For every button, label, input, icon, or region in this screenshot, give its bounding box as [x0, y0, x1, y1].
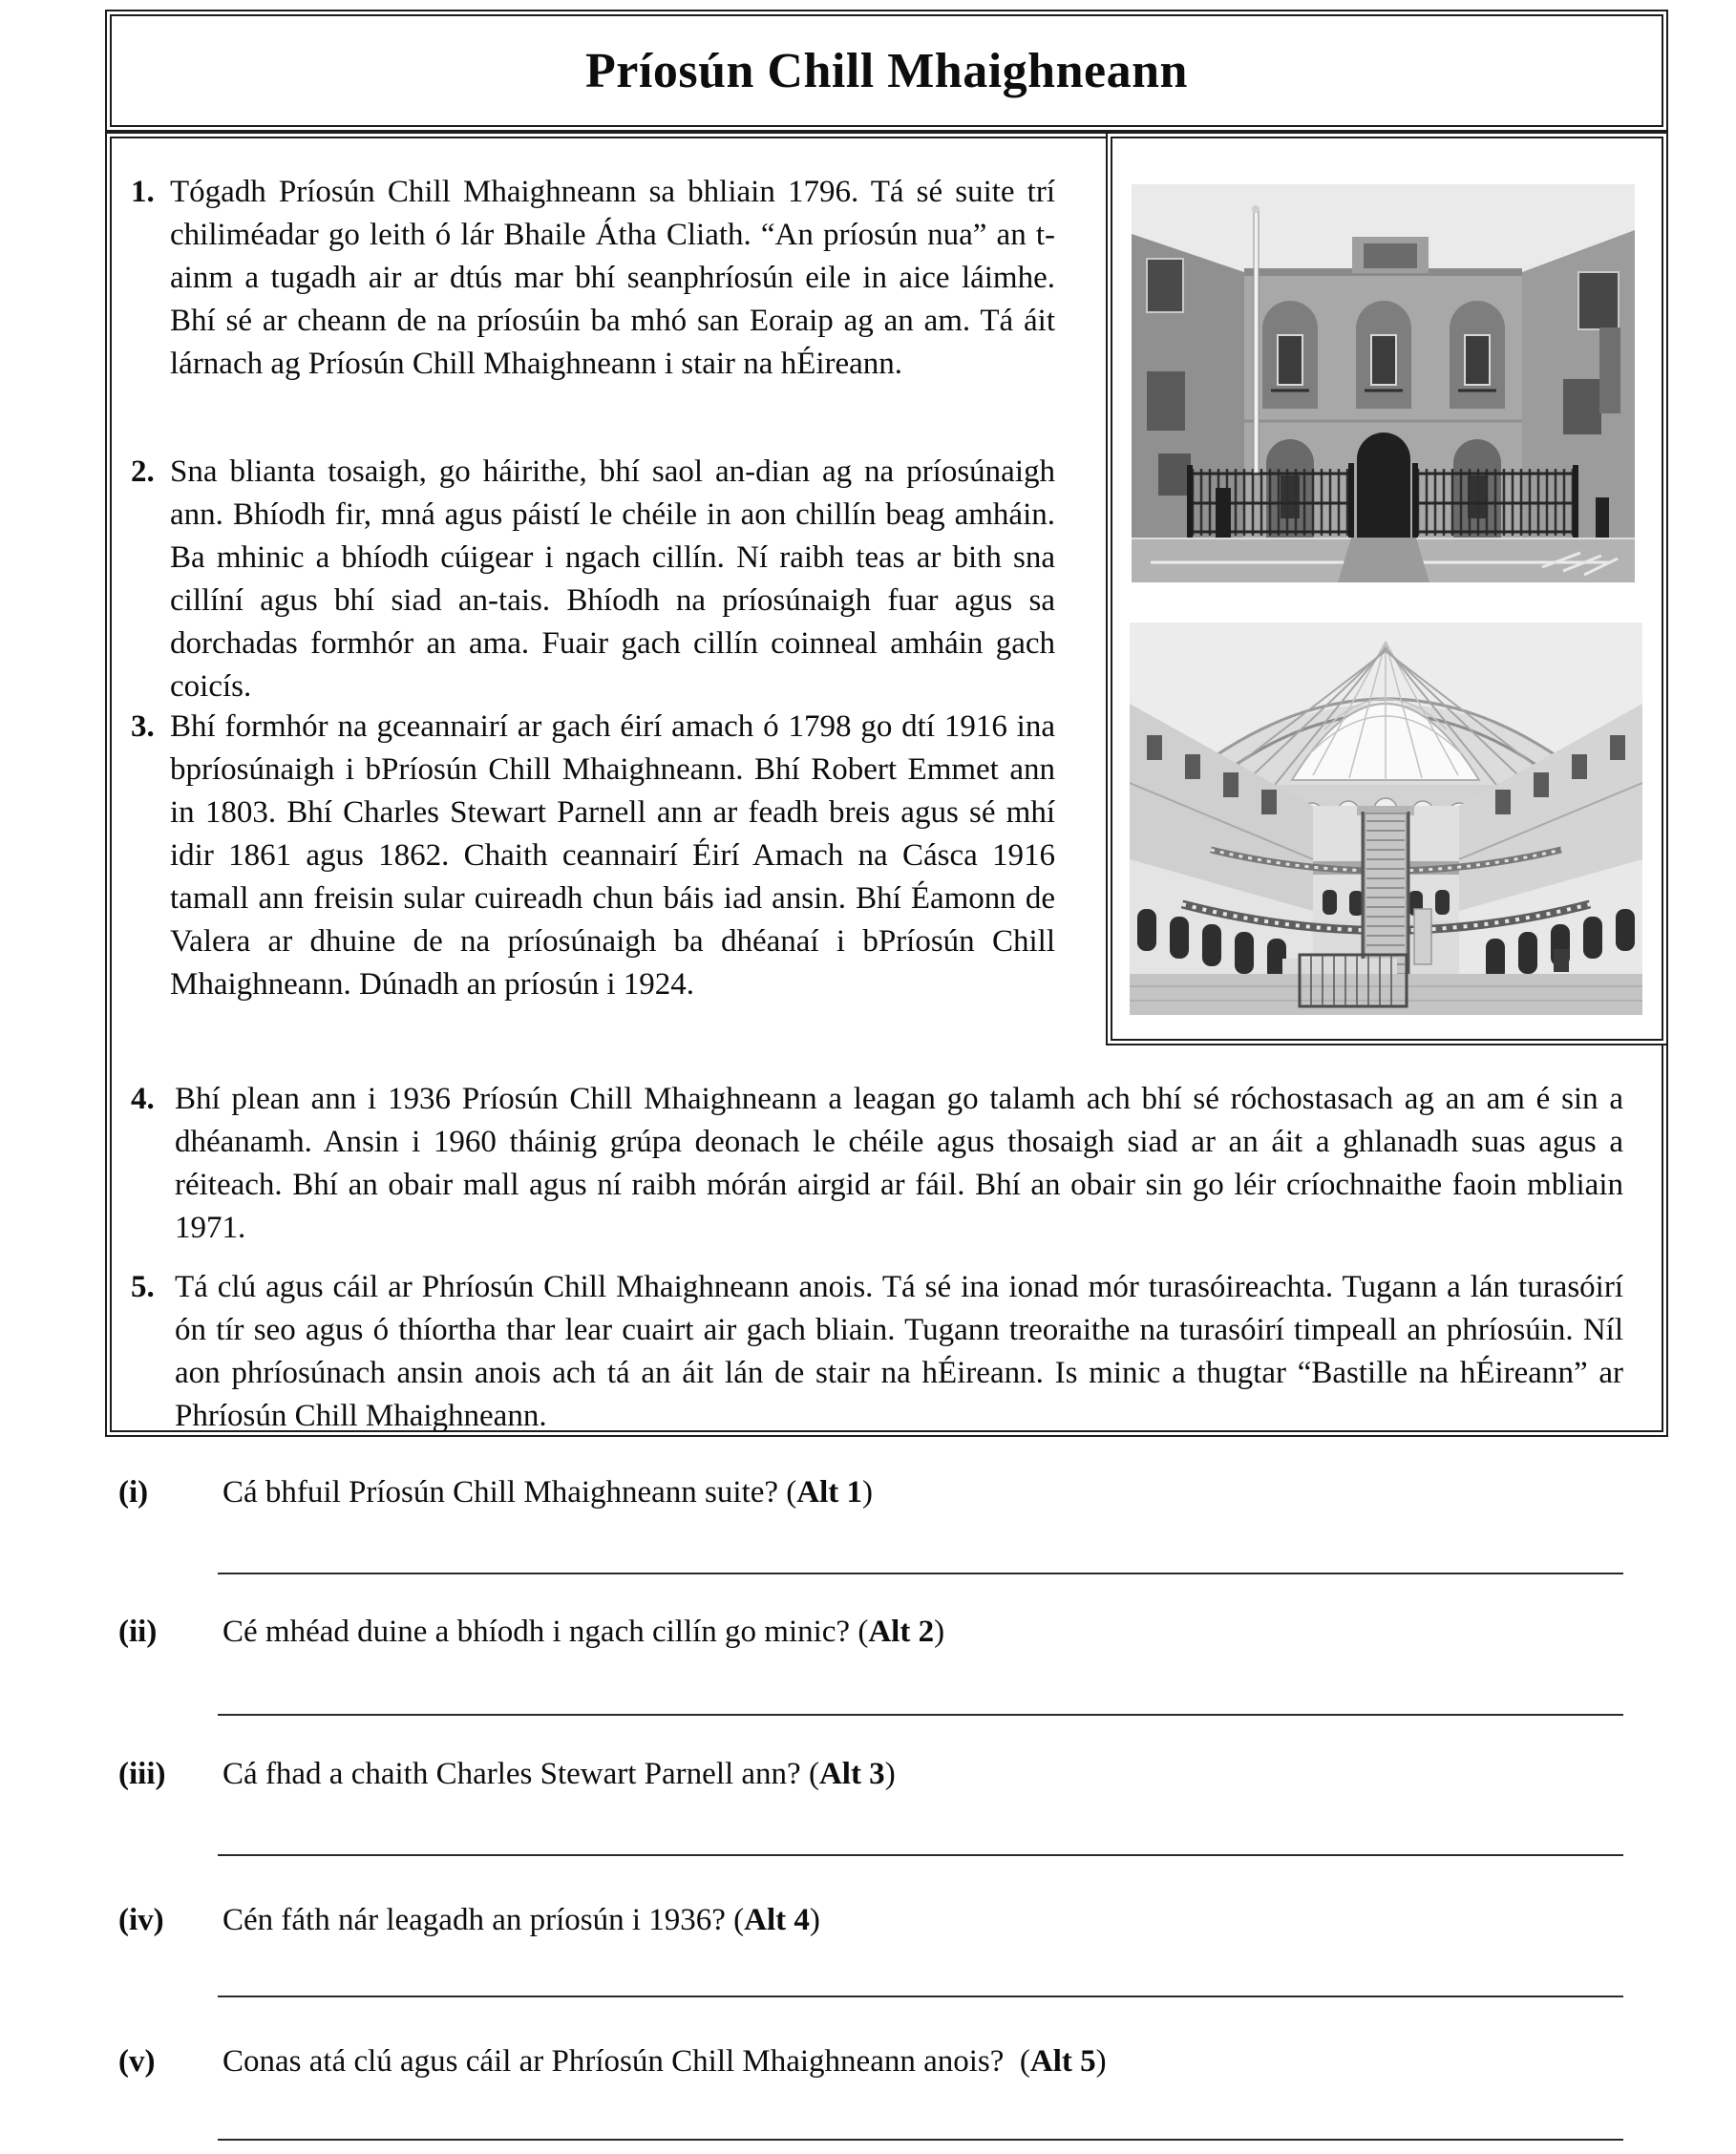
- passage-paragraph-5: [131, 1266, 1623, 1438]
- question-alt-ref: Alt 1: [796, 1475, 863, 1510]
- page-title: Príosún Chill Mhaighneann: [585, 43, 1188, 98]
- paragraph-number: 1.: [131, 175, 155, 209]
- question-alt-ref: Alt 2: [868, 1615, 935, 1649]
- question-label: (iii): [118, 1757, 166, 1791]
- question-v: [118, 2040, 1646, 2083]
- question-alt-ref: Alt 5: [1029, 2044, 1096, 2079]
- answer-line-iv: [218, 1996, 1623, 1997]
- question-label: (v): [118, 2044, 156, 2079]
- title-box: [105, 10, 1668, 132]
- question-text-post: ): [1095, 2044, 1107, 2079]
- question-ii: [118, 1611, 1646, 1654]
- question-text-post: ): [934, 1615, 945, 1649]
- question-i: [118, 1471, 1646, 1514]
- passage-paragraph-1: [131, 171, 1055, 386]
- paragraph-number: 5.: [131, 1270, 155, 1304]
- question-text-post: ): [884, 1757, 896, 1791]
- photos-box: [1106, 132, 1668, 1045]
- question-text: [222, 1753, 1646, 1796]
- question-alt-ref: Alt 4: [744, 1903, 810, 1937]
- question-label: (iv): [118, 1903, 164, 1937]
- paragraph-text: Bhí formhór na gceannairí ar gach éirí amach ó 1798 go dtí 1916 ina bpríosúnaigh i bPríosún Chill Mhaighneann. Bhí Robert Emmet ann in 1803. Bhí Charles Stewart Parnell ann ar feadh breis agus sé mhí idir 1861 agus 1862. Chaith ceannairí Éirí Amach na Cásca 1916 tamall ann freisin sular cuireadh chun báis iad ansin. Bhí Éamonn de Valera ar dhuine de na príosúnaigh ba dhéanaí i bPríosún Chill Mhaighneann. Dúnadh an príosún i 1924.: [170, 709, 1055, 1002]
- question-label: (ii): [118, 1615, 158, 1649]
- question-text-pre: Cé mhéad duine a bhíodh i ngach cillín go minic? (: [222, 1615, 869, 1649]
- paragraph-text: Tá clú agus cáil ar Phríosún Chill Mhaighneann anois. Tá sé ina ionad mór turasóireachta. Tugann a lán turasóirí ón tír seo agus ó thíortha thar lear cuairt air gach bliain. Tugann treoraithe na turasóirí timpeall an phríosúin. Níl aon phríosúnach ansin anois ach tá an áit lán de stair na hÉireann. Is minic a thugtar “Bastille na hÉireann” ar Phríosún Chill Mhaighneann.: [175, 1270, 1623, 1433]
- passage-paragraph-2: [131, 451, 1055, 708]
- question-text-pre: Cén fáth nár leagadh an príosún i 1936? (: [222, 1903, 745, 1937]
- question-text: [222, 1899, 1646, 1942]
- answer-line-v: [218, 2139, 1623, 2141]
- kilmainham-gaol-exterior-photo: [1132, 184, 1635, 582]
- passage-paragraph-3: [131, 706, 1055, 1006]
- interior-photo-graphic: [1130, 623, 1642, 1015]
- question-text-pre: Conas atá clú agus cáil ar Phríosún Chill Mhaighneann anois? (: [222, 2044, 1030, 2079]
- paragraph-text: Bhí plean ann i 1936 Príosún Chill Mhaighneann a leagan go talamh ach bhí sé róchostasach ag an am é sin a dhéanamh. Ansin i 1960 tháinig grúpa deonach le chéile agus thosaigh siad ar an áit a ghlanadh suas agus a réiteach. Bhí an obair mall agus ní raibh mórán airgid ar fáil. Bhí an obair sin go léir críochnaithe faoin mbliain 1971.: [175, 1082, 1623, 1245]
- question-text-post: ): [809, 1903, 820, 1937]
- paragraph-number: 2.: [131, 454, 155, 489]
- paragraph-text: Tógadh Príosún Chill Mhaighneann sa bhliain 1796. Tá sé suite trí chiliméadar go leith ó lár Bhaile Átha Cliath. “An príosún nua” an t-ainm a tugadh air ar dtús mar bhí seanphríosún eile in aice láimhe. Bhí sé ar cheann de na príosúin ba mhó san Eoraip ag an am. Tá áit lárnach ag Príosún Chill Mhaighneann i stair na hÉireann.: [170, 175, 1055, 381]
- question-text: [222, 1471, 1646, 1514]
- question-label: (i): [118, 1475, 149, 1510]
- answer-line-iii: [218, 1854, 1623, 1856]
- question-alt-ref: Alt 3: [818, 1757, 885, 1791]
- passage-paragraph-4: [131, 1078, 1623, 1250]
- paragraph-number: 4.: [131, 1082, 155, 1116]
- question-iv: [118, 1899, 1646, 1942]
- question-text-post: ): [862, 1475, 874, 1510]
- kilmainham-gaol-interior-photo: [1130, 623, 1642, 1015]
- paragraph-number: 3.: [131, 709, 155, 744]
- question-text-pre: Cá fhad a chaith Charles Stewart Parnell ann? (: [222, 1757, 819, 1791]
- question-text-pre: Cá bhfuil Príosún Chill Mhaighneann suite? (: [222, 1475, 797, 1510]
- question-text: [222, 1611, 1646, 1654]
- question-text: [222, 2040, 1646, 2083]
- question-iii: [118, 1753, 1646, 1796]
- exterior-photo-graphic: [1132, 184, 1635, 582]
- answer-line-ii: [218, 1714, 1623, 1716]
- answer-line-i: [218, 1573, 1623, 1574]
- paragraph-text: Sna blianta tosaigh, go háirithe, bhí saol an-dian ag na príosúnaigh ann. Bhíodh fir, mná agus páistí le chéile in aon chillín beag amháin. Ba mhinic a bhíodh cúigear i ngach cillín. Ní raibh teas ar bith sna cillíní agus bhí siad an-tais. Bhíodh na príosúnaigh fuar agus sa dorchadas formhór an ama. Fuair gach cillín coinneal amháin gach coicís.: [170, 454, 1055, 704]
